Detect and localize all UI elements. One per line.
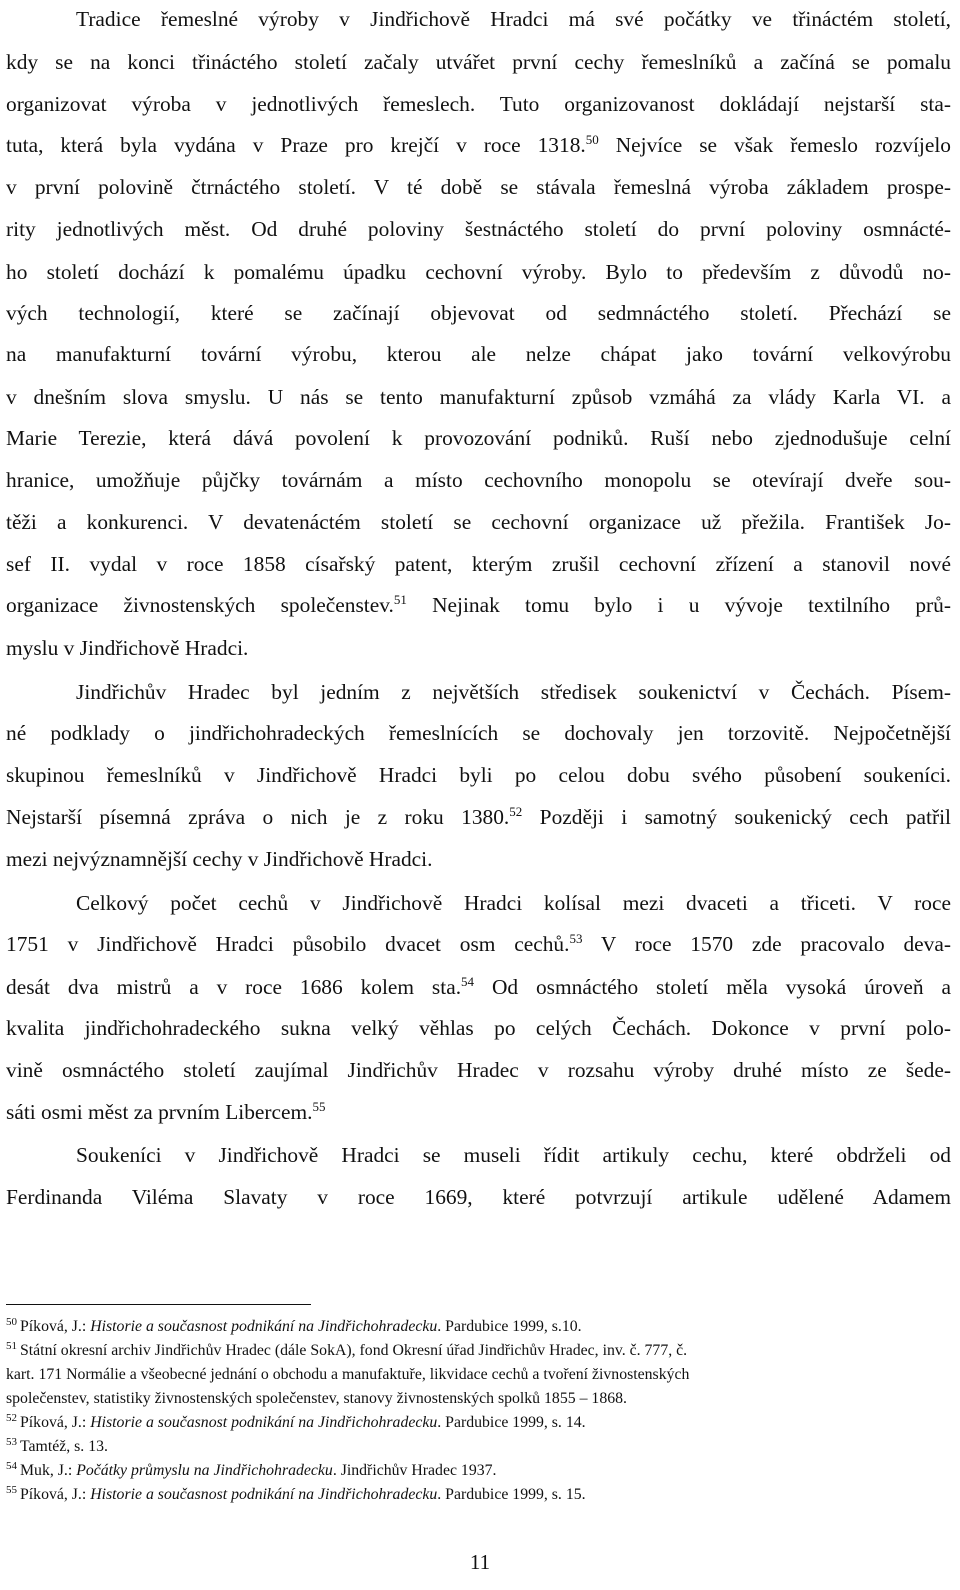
footnote: společenstev, statistiky živnostenských společenstev, stanovy živnostenských spolků 1855 – 1868. (6, 1390, 627, 1407)
text-line: organizovat výroba v jednotlivých řemeslech. Tuto organizovanost dokládají nejstarší sta- (6, 92, 951, 116)
footnote-number: 55 (6, 1484, 17, 1496)
text-line: v dnešním slova smyslu. U nás se tento manufakturní způsob vzmáhá za vlády Karla VI. a (6, 384, 951, 409)
text-line: sáti osmi měst za prvním Libercem.$^{55}$ (6, 1098, 326, 1124)
footnote: $^{54}$ Muk, J.: Počátky průmyslu na Jindřichohradecku. Jindřichův Hradec 1937. (6, 1460, 497, 1479)
footnote: $^{50}$ Píková, J.: Historie a současnost podnikání na Jindřichohradecku. Pardubice 1999, s.10. (6, 1316, 582, 1335)
text-line: desát dva mistrů a v roce 1686 kolem sta.$^{54}$ Od osmnáctého století měla vysoká úroveň a (6, 973, 951, 999)
text-line: tuta, která byla vydána v Praze pro krejčí v roce 1318.50 Nejvíce se však řemeslo rozvíjelo (6, 132, 951, 158)
footnote: $^{51}$ Státní okresní archiv Jindřichův Hradec (dále SokA), fond Okresní úřad Jindřichův Hradec, inv. č. 777, č. (6, 1340, 688, 1359)
text-line: skupinou řemeslníků v Jindřichově Hradci byli po celou dobu svého působení soukeníci. (6, 763, 951, 788)
text-line: vině osmnáctého století zaujímal Jindřichův Hradec v rozsahu výroby druhé místo ze šede- (6, 1058, 951, 1083)
text-line: rity jednotlivých měst. Od druhé poloviny šestnáctého století do první poloviny osmnácté- (6, 217, 951, 241)
footnote: $^{55}$ Píková, J.: Historie a současnost podnikání na Jindřichohradecku. Pardubice 1999, s. 15. (6, 1484, 586, 1503)
text-line: vých technologií, které se začínají objevovat od sedmnáctého století. Přechází se (6, 300, 951, 325)
text-line: sef II. vydal v roce 1858 císařský patent, kterým zrušil cechovní zřízení a stanovil nové (6, 552, 951, 576)
footnote-ref: 51 (393, 592, 407, 608)
text-line: Jindřichův Hradec byl jedním z největších středisek soukenictví v Čechách. Písem- (76, 679, 951, 704)
footnote: kart. 171 Normálie a všeobecné jednání o obchodu a manufaktuře, likvidace cechů a tvoření živnostenských (6, 1366, 690, 1383)
footnote-ref: 50 (585, 132, 599, 148)
text-line: na manufakturní tovární výrobu, kterou ale nelze chápat jako tovární velkovýrobu (6, 342, 951, 366)
footnote: $^{53}$ Tamtéž, s. 13. (6, 1436, 108, 1455)
text-line: kvalita jindřichohradeckého sukna velký věhlas po celých Čechách. Dokonce v první polo- (6, 1015, 951, 1040)
text-line: organizace živnostenských společenstev.$^{51}$ Nejinak tomu bylo i u vývoje textilního prů- (6, 592, 951, 618)
footnote-ref: 52 (509, 803, 523, 819)
footnote-number: 53 (6, 1436, 17, 1448)
text-line: myslu v Jindřichově Hradci. (6, 635, 249, 660)
text-line: Nejstarší písemná zpráva o nich je z roku 1380.52 Později i samotný soukenický cech patřil (6, 803, 951, 829)
text-line: kdy se na konci třináctého století začaly utvářet první cechy řemeslníků a začíná se pomalu (6, 49, 951, 74)
text-line: mezi nejvýznamnější cechy v Jindřichově Hradci. (6, 847, 433, 871)
footnote: $^{52}$ Píková, J.: Historie a současnost podnikání na Jindřichohradecku. Pardubice 1999, s. 14. (6, 1412, 586, 1431)
text-line: Ferdinanda Viléma Slavaty v roce 1669, které potvrzují artikule udělené Adamem (6, 1184, 951, 1209)
footnote-number: 51 (6, 1340, 17, 1352)
text-line: Soukeníci v Jindřichově Hradci se museli řídit artikuly cechu, které obdrželi od (76, 1143, 951, 1168)
text-line: ho století dochází k pomalému úpadku cechovní výroby. Bylo to především z důvodů no- (6, 259, 951, 284)
text-line: Tradice řemeslné výroby v Jindřichově Hradci má své počátky ve třináctém století, (76, 7, 951, 31)
text-line: v první polovině čtrnáctého století. V té době se stávala řemeslná výroba základem prospe- (6, 174, 951, 199)
page-number: 11 (469, 1550, 491, 1574)
footnote-ref: 53 (569, 931, 583, 946)
text-line: Marie Terezie, která dává povolení k provozování podniků. Ruší nebo zjednodušuje celní (6, 425, 951, 450)
footnote-ref: 54 (461, 973, 475, 989)
text-line: hranice, umožňuje půjčky továrnám a místo cechovního monopolu se otevírají dveře sou- (6, 468, 951, 493)
footnote-ref: 55 (312, 1098, 326, 1114)
footnote-number: 50 (6, 1316, 17, 1328)
text-line: né podklady o jindřichohradeckých řemeslnících se dochovaly jen torzovitě. Nejpočetnější (6, 720, 951, 745)
footnote-separator (6, 1304, 311, 1305)
footnote-number: 54 (6, 1460, 17, 1472)
text-line: Celkový počet cechů v Jindřichově Hradci kolísal mezi dvaceti a třiceti. V roce (76, 890, 951, 915)
text-line: těži a konkurenci. V devatenáctém století se cechovní organizace už přežila. František Jo- (6, 509, 951, 534)
text-line: 1751 v Jindřichově Hradci působilo dvacet osm cechů.$^{53}$ V roce 1570 zde pracovalo deva- (6, 931, 951, 956)
footnote-number: 52 (6, 1412, 17, 1424)
